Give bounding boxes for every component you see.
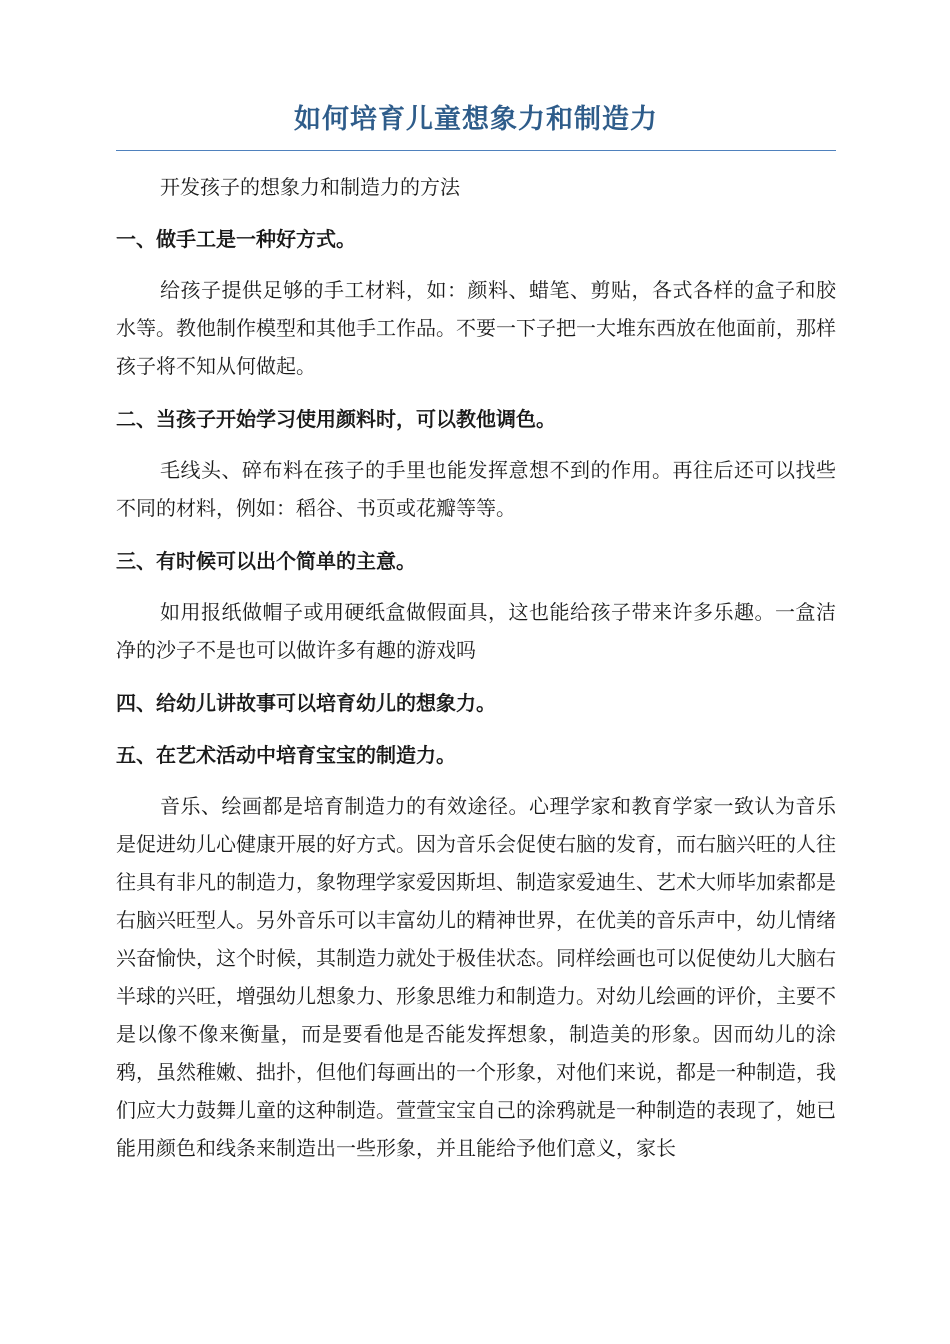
section-heading-4: 四、给幼儿讲故事可以培育幼儿的想象力。: [116, 691, 496, 715]
section-heading-2: 二、当孩子开始学习使用颜料时，可以教他调色。: [116, 407, 556, 431]
section-body-2: 毛线头、碎布料在孩子的手里也能发挥意想不到的作用。再往后还可以找些不同的材料，例如：稻谷、书页或花瓣等等。: [116, 458, 836, 520]
section-heading-5: 五、在艺术活动中培育宝宝的制造力。: [116, 743, 456, 767]
document-subtitle: 开发孩子的想象力和制造力的方法: [160, 175, 460, 199]
section-body-5: 音乐、绘画都是培育制造力的有效途径。心理学家和教育学家一致认为音乐是促进幼儿心健康开展的好方式。因为音乐会促使右脑的发育，而右脑兴旺的人往往具有非凡的制造力，象物理学家爱因斯坦、制造家爱迪生、艺术大师毕加索都是右脑兴旺型人。另外音乐可以丰富幼儿的精神世界，在优美的音乐声中，幼儿情绪兴奋愉快，这个时候，其制造力就处于极佳状态。同样绘画也可以促使幼儿大脑右半球的兴旺，增强幼儿想象力、形象思维力和制造力。对幼儿绘画的评价，主要不是以像不像来衡量，而是要看他是否能发挥想象，制造美的形象。因而幼儿的涂鸦，虽然稚嫩、拙扑，但他们每画出的一个形象，对他们来说，都是一种制造，我们应大力鼓舞儿童的这种制造。萱萱宝宝自己的涂鸦就是一种制造的表现了，她已能用颜色和线条来制造出一些形象，并且能给予他们意义，家长: [116, 794, 836, 1160]
section-body-3: 如用报纸做帽子或用硬纸盒做假面具，这也能给孩子带来许多乐趣。一盒洁净的沙子不是也可以做许多有趣的游戏吗: [116, 600, 836, 662]
section-body-1: 给孩子提供足够的手工材料，如：颜料、蜡笔、剪贴，各式各样的盒子和胶水等。教他制作模型和其他手工作品。不要一下子把一大堆东西放在他面前，那样孩子将不知从何做起。: [116, 278, 836, 378]
document-title: 如何培育儿童想象力和制造力: [116, 100, 836, 151]
document-page: [116, 100, 836, 1167]
section-heading-1: 一、做手工是一种好方式。: [116, 227, 356, 251]
section-heading-3: 三、有时候可以出个简单的主意。: [116, 549, 416, 573]
